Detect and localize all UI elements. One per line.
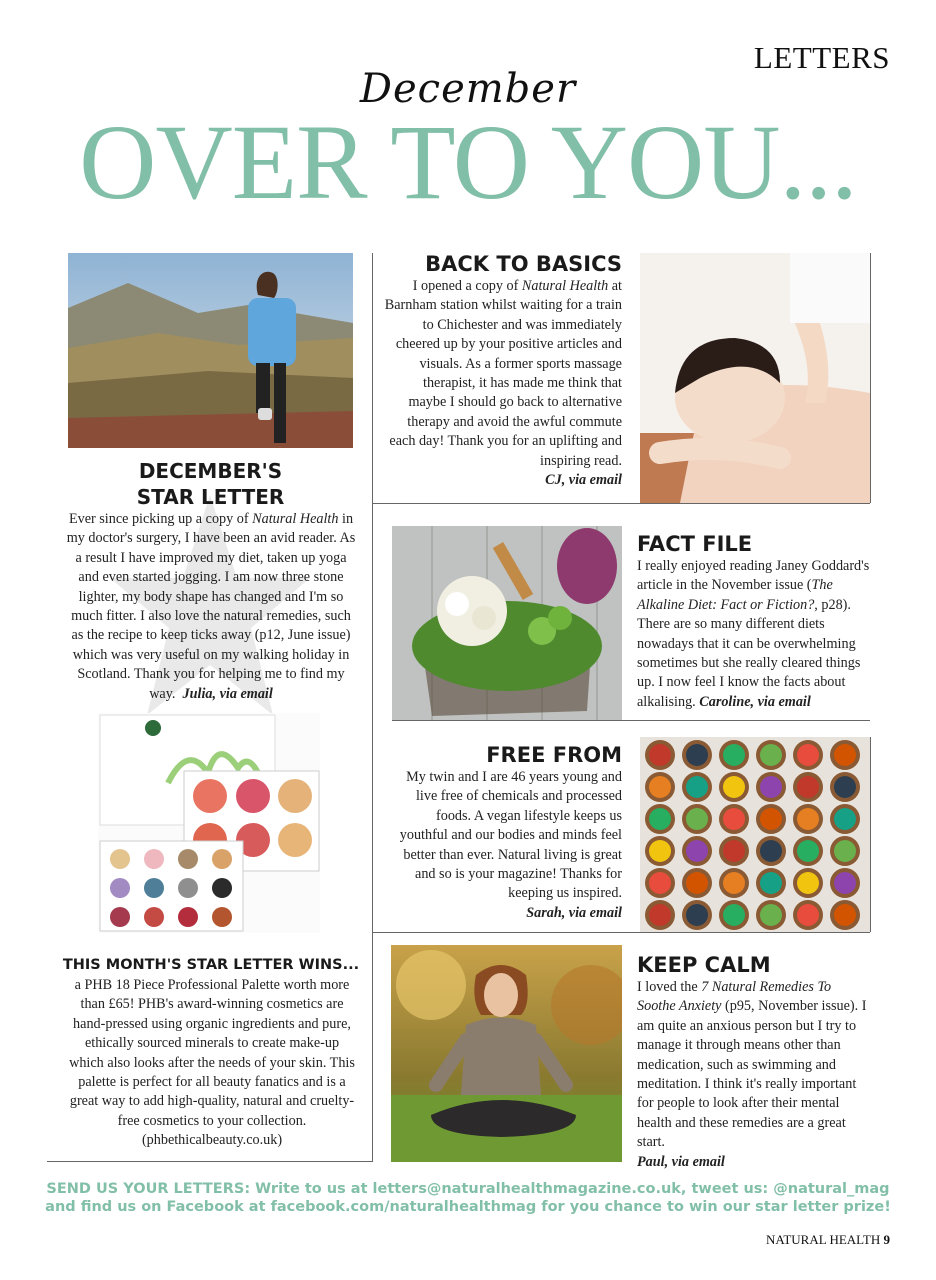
submission-info — [0, 1180, 936, 1216]
magazine-name: Natural Health — [521, 278, 609, 294]
bowl-food — [649, 808, 671, 830]
letter-heading-free-from: FREE FROM — [486, 743, 622, 767]
letter-text: I loved the — [637, 979, 702, 995]
frame-line — [870, 737, 871, 932]
bowl-food — [723, 744, 745, 766]
letter-text-cont: (p95, November issue). I am quite an anxious person but I try to manage it through means other than medication, such as swimming and meditation. I think it's really important for people to look after their mental health and these remedies are a great start. — [637, 998, 867, 1151]
letter-body-fact-file — [637, 557, 872, 712]
submission-line1: Write to us at letters@naturalhealthmagazine.co.uk, tweet us: @natural_mag — [250, 1181, 890, 1197]
folio-magazine: NATURAL HEALTH — [766, 1232, 881, 1247]
bowl-food — [686, 872, 708, 894]
star-letter-heading-line2: STAR LETTER — [136, 485, 285, 509]
jogging-photo — [68, 253, 353, 448]
bowl-food — [760, 776, 782, 798]
bowl-food — [797, 872, 819, 894]
letter-text-cont: , p28). There are so many different diets nowadays that it can be overwhelming sometimes but she really cleared things up. I now feel I know the facts about alkalising. — [637, 596, 861, 710]
bowl-food — [797, 744, 819, 766]
bowl-food — [649, 776, 671, 798]
folio — [766, 1232, 890, 1248]
letter-heading-fact-file: FACT FILE — [637, 532, 753, 556]
article-title: The Alkaline Diet: Fact or Fiction? — [637, 577, 833, 613]
palette-image — [98, 713, 320, 933]
bowl-food — [834, 840, 856, 862]
massage-photo — [640, 253, 870, 503]
star-letter-body — [64, 510, 358, 704]
submission-label: SEND US YOUR LETTERS: — [46, 1181, 251, 1197]
prize-heading: THIS MONTH'S STAR LETTER WINS... — [62, 957, 360, 973]
bowl-food — [686, 904, 708, 926]
bowl-food — [723, 840, 745, 862]
bowl-food — [649, 872, 671, 894]
rule-back-to-basics — [372, 503, 870, 504]
letter-body-back-to-basics — [383, 277, 622, 490]
bowl-food — [834, 904, 856, 926]
bowl-food — [760, 872, 782, 894]
page-number: 9 — [883, 1232, 890, 1247]
bowl-food — [760, 744, 782, 766]
bowl-food — [649, 744, 671, 766]
column-divider — [372, 253, 373, 1161]
bowls-photo — [640, 737, 870, 932]
vegetable-basket-photo — [392, 526, 622, 720]
letter-text-cont: at Barnham station whilst waiting for a train to Chichester and was immediately cheered up by your positive articles and visuals. As a former sports massage therapist, it has made me think that maybe I should go back to alternative therapy and avoid the awful commute each day! Thank you for an uplifting and inspiring read. — [384, 278, 622, 469]
bowl-food — [723, 872, 745, 894]
bowl-food — [760, 904, 782, 926]
letter-signature: Caroline, via email — [699, 693, 811, 710]
bowl-food — [797, 840, 819, 862]
rule-free-from — [372, 932, 870, 933]
letter-signature: Paul, via email — [637, 1153, 725, 1170]
bowl-food — [760, 808, 782, 830]
rule-prize — [47, 1161, 373, 1162]
section-label: LETTERS — [753, 40, 890, 75]
article-title: 7 Natural Remedies To Soothe Anxiety — [637, 979, 832, 1015]
magazine-name: Natural Health — [252, 511, 339, 527]
bowl-food — [760, 840, 782, 862]
meditation-photo — [391, 945, 622, 1162]
bowl-food — [686, 840, 708, 862]
prize-url: (phbethicalbeauty.co.uk) — [141, 1132, 283, 1149]
prize-text: a PHB 18 Piece Professional Palette worth more than £65! PHB's award-winning cosmetics are hand-pressed using organic ingredients and pure, ethically sourced minerals to create make-up which also looks after the needs of your skin. This palette is perfect for all beauty fanatics and is a great way to add high-quality, natural and cruelty-free cosmetics to your collection. — [69, 977, 355, 1129]
month-script: December — [359, 66, 577, 112]
bowl-food — [723, 904, 745, 926]
frame-line — [870, 253, 871, 503]
letter-signature: Sarah, via email — [526, 904, 622, 921]
bowl-food — [649, 840, 671, 862]
bowl-food — [723, 808, 745, 830]
bowl-food — [686, 776, 708, 798]
bowl-food — [686, 744, 708, 766]
bowl-food — [834, 776, 856, 798]
bowl-food — [834, 872, 856, 894]
letter-signature: CJ, via email — [545, 472, 622, 489]
bowl-food — [686, 808, 708, 830]
star-letter-signature: Julia, via email — [182, 685, 273, 702]
bowl-food — [834, 744, 856, 766]
star-letter-text: Ever since picking up a copy of — [68, 511, 253, 527]
page-headline: OVER TO YOU... — [79, 104, 857, 222]
letter-body-free-from — [396, 768, 622, 923]
star-letter-heading — [68, 458, 353, 510]
letter-text: My twin and I are 46 years young and live free of chemicals and processed foods. A vegan lifestyle keeps us youthful and our bodies and minds feel better than ever. Natural living is great and so is your magazine! Thanks for keeping us inspired. — [399, 769, 622, 902]
bowl-food — [797, 808, 819, 830]
prize-body — [66, 976, 358, 1151]
letter-text: I really enjoyed reading Janey Goddard's article in the November issue ( — [637, 558, 870, 594]
bowl-food — [723, 776, 745, 798]
letter-body-keep-calm — [637, 978, 872, 1172]
submission-line2: and find us on Facebook at facebook.com/naturalhealthmag for you chance to win our star letter prize! — [45, 1199, 891, 1215]
letter-heading-back-to-basics: BACK TO BASICS — [425, 252, 622, 276]
bowl-food — [797, 904, 819, 926]
bowl-food — [834, 808, 856, 830]
letter-heading-keep-calm: KEEP CALM — [637, 953, 771, 977]
star-letter-text-cont: in my doctor's surgery, I have been an avid reader. As a result I have improved my diet, taken up yoga and even started jogging. I am now three stone lighter, my body shape has changed and I'm so much fitter. I also love the natural remedies, such as the recipe to keep ticks away (p12, June issue) which was very useful on my walking holiday in Scotland. Thank you for helping me to find my way. — [66, 511, 356, 702]
star-letter-heading-line1: DECEMBER'S — [138, 459, 283, 483]
bowl-food — [797, 776, 819, 798]
rule-fact-file — [392, 720, 870, 721]
bowl-food — [649, 904, 671, 926]
letter-text: I opened a copy of — [412, 278, 522, 294]
